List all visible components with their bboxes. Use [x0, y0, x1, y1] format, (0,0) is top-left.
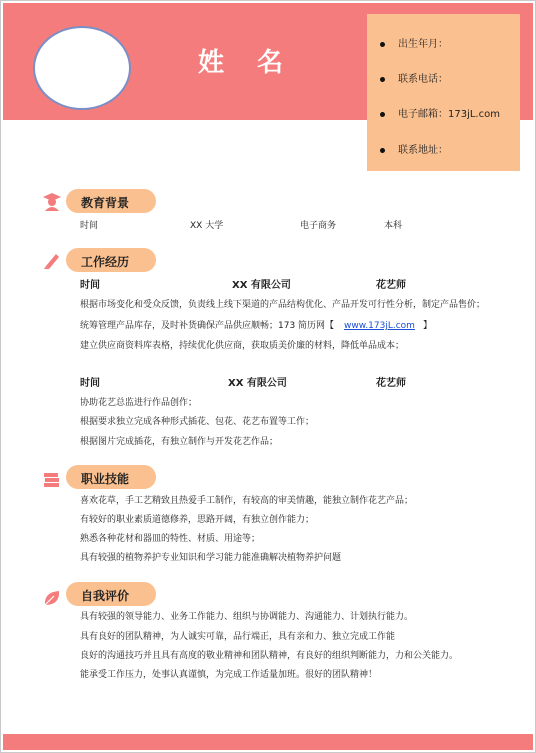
- job1-company: XX 有限公司: [232, 280, 291, 291]
- job1-duty-1: 根据市场变化和受众反馈，负责线上线下渠道的产品结构优化、产品开发可行性分析，制定产品售价；: [80, 300, 486, 310]
- self-line-1: 具有较强的领导能力、业务工作能力、组织与协调能力、沟通能力、计划执行能力。: [80, 612, 414, 622]
- skill-line-2: 有较好的职业素质道德修养，思路开阔，有独立创作能力；: [80, 515, 315, 525]
- job1-duty-3: 建立供应商资料库表格，持续优化供应商，获取质美价廉的材料，降低单品成本；: [80, 341, 405, 351]
- contact-box: [367, 14, 520, 171]
- contact-birth: 出生年月：: [380, 35, 448, 50]
- job2-time: 时间: [80, 378, 100, 389]
- contact-email: 电子邮箱：173jL.com: [380, 105, 500, 120]
- job1-time: 时间: [80, 280, 100, 291]
- section-title-self: 自我评价: [81, 589, 130, 603]
- pencil-icon: [42, 250, 62, 270]
- job2-company: XX 有限公司: [228, 378, 287, 389]
- job1-role: 花艺师: [376, 280, 406, 291]
- section-title-work: 工作经历: [81, 255, 130, 269]
- books-icon: [42, 469, 62, 489]
- job1-duty-2: 统筹管理产品库存，及时补货确保产品供应顺畅；173 简历网【 www.173jL.com 】: [80, 321, 432, 331]
- job2-duty-2: 根据要求独立完成各种形式插花、包花、花艺布置等工作；: [80, 417, 315, 427]
- job2-duty-3: 根据图片完成插花，有独立制作与开发花艺作品；: [80, 437, 279, 447]
- contact-phone: 联系电话：: [380, 70, 448, 85]
- graduate-icon: [42, 192, 62, 212]
- skill-line-4: 具有较强的植物养护专业知识和学习能力能准确解决植物养护问题: [80, 553, 342, 563]
- edu-school: XX 大学: [190, 221, 224, 231]
- job2-duty-1: 协助花艺总监进行作品创作；: [80, 398, 198, 408]
- edu-time: 时间: [80, 221, 99, 231]
- footer-band: [3, 734, 533, 750]
- self-line-3: 良好的沟通技巧并且具有高度的敬业精神和团队精神，有良好的组织判断能力，力和公关能力。: [80, 651, 459, 661]
- leaf-icon: [42, 588, 62, 608]
- edu-major: 电子商务: [300, 221, 337, 231]
- job2-role: 花艺师: [376, 378, 406, 389]
- self-line-4: 能承受工作压力，处事认真谨慎，为完成工作适量加班。很好的团队精神！: [80, 670, 378, 680]
- self-line-2: 具有良好的团队精神，为人诚实可靠，品行端正，具有亲和力、独立完成工作能: [80, 632, 396, 642]
- candidate-name: 姓 名: [198, 48, 296, 78]
- skill-line-3: 熟悉各种花材和器皿的特性、材质、用途等；: [80, 534, 261, 544]
- section-title-skills: 职业技能: [81, 472, 130, 486]
- contact-address: 联系地址：: [380, 141, 448, 156]
- skill-line-1: 喜欢花草，手工艺精致且热爱手工制作，有较高的审美情趣，能独立制作花艺产品；: [80, 496, 414, 506]
- avatar-photo[interactable]: [33, 26, 131, 110]
- resume-site-link[interactable]: www.173jL.com: [344, 321, 415, 331]
- edu-degree: 本科: [384, 221, 403, 231]
- section-title-education: 教育背景: [81, 196, 130, 210]
